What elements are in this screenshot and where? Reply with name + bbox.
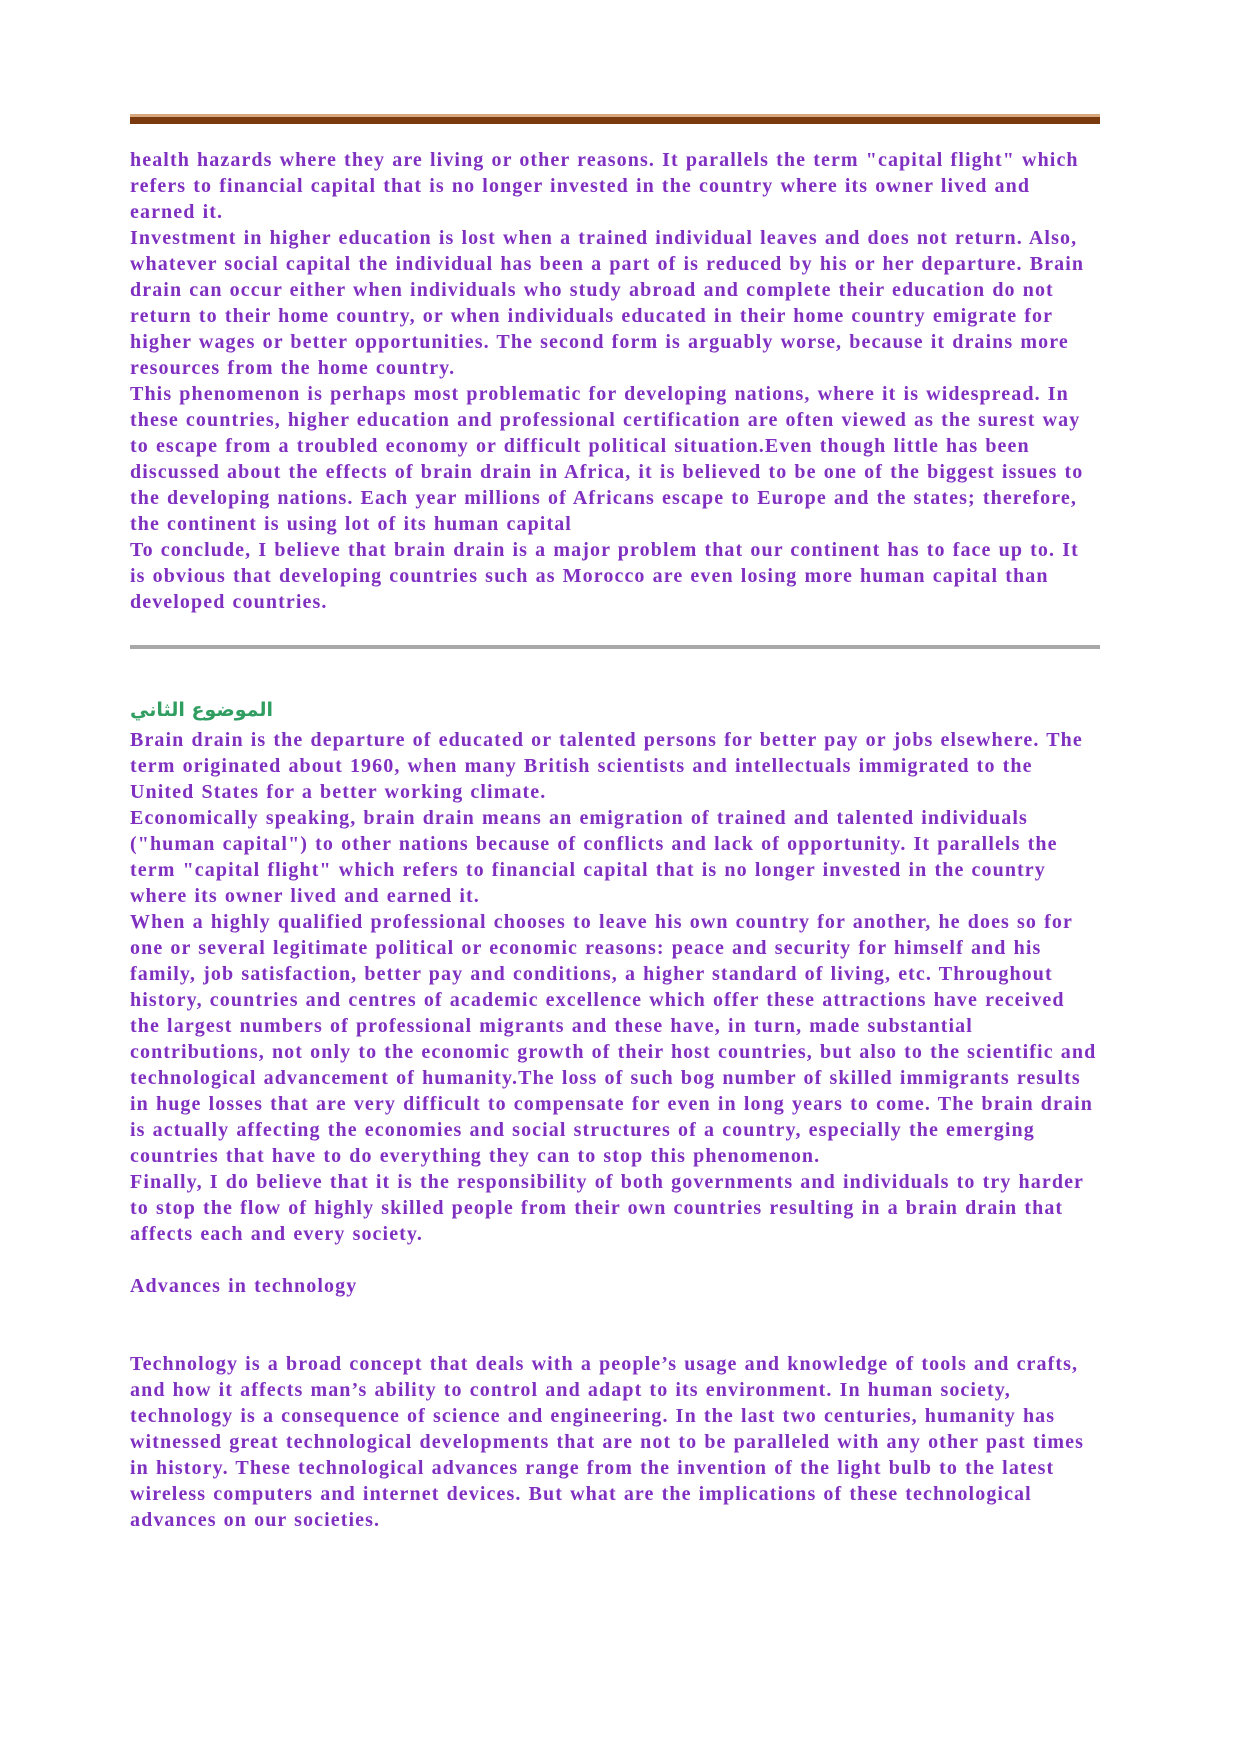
essay-paragraph: health hazards where they are living or other reasons. It parallels the term "capital flight" which refers to financial capital that is no longer invested in the country where its owner lived and earned it.	[130, 149, 1079, 223]
essay-paragraph: Investment in higher education is lost when a trained individual leaves and does not return. Also, whatever social capital the individual has been a part of is reduced by his or her departure. Brain drain can occur either when individuals who study abroad and complete their education do not return to their home country, or when individuals educated in their home country emigrate for higher wages or better opportunities. The second form is arguably worse, because it drains more resources from the home country.	[130, 227, 1085, 379]
advances-in-technology-heading: Advances in technology	[130, 1275, 358, 1297]
essay-paragraph: This phenomenon is perhaps most problematic for developing nations, where it is widespread. In these countries, higher education and professional certification are often viewed as the surest way to escape from a troubled economy or difficult political situation.Even though little has been discussed about the effects of brain drain in Africa, it is believed to be one of the biggest issues to the developing nations. Each year millions of Africans escape to Europe and the states; therefore, the continent is using lot of its human capital	[130, 383, 1084, 535]
technology-paragraph: Technology is a broad concept that deals with a people’s usage and knowledge of tools and crafts, and how it affects man’s ability to control and adapt to its environment. In human society, technology is a consequence of science and engineering. In the last two centuries, humanity has witnessed great technological developments that are not to be paralleled with any other past times in history. These technological advances range from the invention of the light bulb to the latest wireless computers and internet devices. But what are the implications of these technological advances on our societies.	[130, 1353, 1084, 1531]
arabic-topic-heading: الموضوع الثاني	[130, 699, 274, 721]
essay-paragraph: To conclude, I believe that brain drain is a major problem that our continent has to face up to. It is obvious that developing countries such as Morocco are even losing more human capital than developed countries.	[130, 539, 1079, 613]
top-border-rule	[130, 114, 1100, 124]
essay-paragraph: Finally, I do believe that it is the responsibility of both governments and individuals to try harder to stop the flow of highly skilled people from their own countries resulting in a brain drain that affects each and every society.	[130, 1171, 1084, 1245]
essay-paragraph: When a highly qualified professional chooses to leave his own country for another, he does so for one or several legitimate political or economic reasons: peace and security for himself and his family, job satisfaction, better pay and conditions, a higher standard of living, etc. Throughout history, countries and centres of academic excellence which offer these attractions have received the largest numbers of professional migrants and these have, in turn, made substantial contributions, not only to the economic growth of their host countries, but also to the scientific and technological advancement of humanity.The loss of such bog number of skilled immigrants results in huge losses that are very difficult to compensate for even in long years to come. The brain drain is actually affecting the economies and social structures of a country, especially the emerging countries that have to do everything they can to stop this phenomenon.	[130, 911, 1097, 1167]
top-border-rule-dark	[130, 117, 1100, 124]
essay-paragraph: Economically speaking, brain drain means an emigration of trained and talented individuals ("human capital") to other nations because of conflicts and lack of opportunity. It parallels the term "capital flight" which refers to financial capital that is no longer invested in the country where its owner lived and earned it.	[130, 807, 1058, 907]
essay-section-brain-drain-2	[130, 727, 1100, 1533]
essay-section-brain-drain-1	[130, 147, 1100, 615]
section-divider	[130, 645, 1100, 649]
essay-paragraph: Brain drain is the departure of educated or talented persons for better pay or jobs elsewhere. The term originated about 1960, when many British scientists and intellectuals immigrated to the United States for a better working climate.	[130, 729, 1083, 803]
